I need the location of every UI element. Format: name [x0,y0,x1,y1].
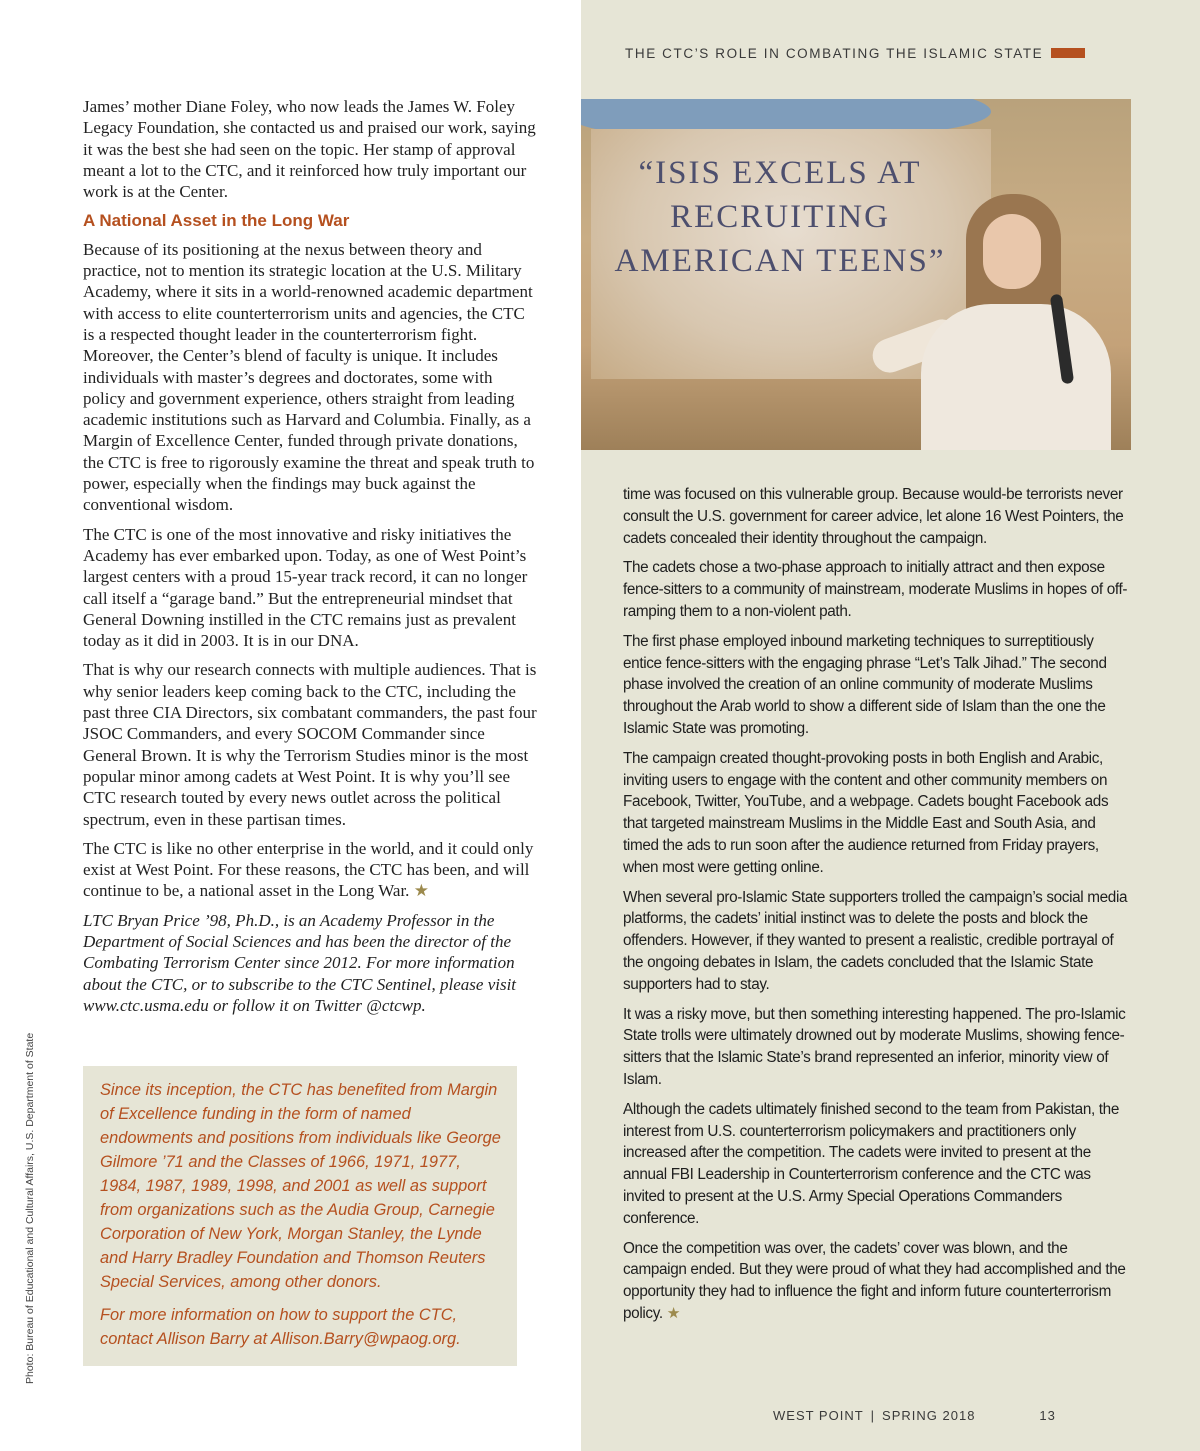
end-star-icon: ★ [413,881,429,901]
footer-issue: SPRING 2018 [882,1408,976,1423]
speaker-photo [581,99,1131,450]
section-header [625,46,1045,66]
author-bio: LTC Bryan Price ’98, Ph.D., is an Academy Professor in the Department of Social Sciences and has been the director of the Combating Terrorism Center since 2012. For more information about the CTC, or to subscribe to the CTC Sentinel, please visit www.ctc.usma.edu or follow it on Twitter @ctcwp. [83,910,517,1015]
page-number: 13 [1039,1408,1056,1423]
photo-slide-text: “ISIS EXCELS AT RECRUITING AMERICAN TEENS” [614,155,946,279]
footer-publication: WEST POINT [773,1408,864,1423]
body-paragraph: The cadets chose a two-phase approach to initially attract and then expose fence-sitters to a community of mainstream, moderate Muslims in hopes of off-ramping them to a non-violent path. [623,559,1128,620]
body-paragraph: time was focused on this vulnerable group. Because would-be terrorists never consult the U.S. government for career advice, let alone 16 West Pointers, the cadets concealed their identity throughout the campaign. [623,486,1124,547]
body-paragraph-final [83,838,538,902]
donor-callout-box [83,1066,517,1366]
section-title: THE CTC’S ROLE IN COMBATING THE ISLAMIC STATE [625,46,1044,61]
final-paragraph-text: The CTC is like no other enterprise in the world, and it could only exist at West Point. For these reasons, the CTC has been, and will continue to be, a national asset in the Long War. [83,838,534,901]
body-paragraph: The first phase employed inbound marketing techniques to surreptitiously entice fence-sitters with the engaging phrase “Let’s Talk Jihad.” The second phase involved the creation of an online community of moderate Muslims throughout the Arab world to show a different side of Islam than the one the Islamic State was promoting. [623,632,1107,737]
body-paragraph: Although the cadets ultimately finished second to the team from Pakistan, the interest from U.S. counterterrorism policymakers and practitioners only increased after the competition. The cadets were invited to present at the annual FBI Leadership in Counterterrorism conference and the CTC was invited to present at the U.S. Army Special Operations Commanders conference. [623,1100,1119,1227]
page-footer [773,1408,1103,1423]
section-heading: A National Asset in the Long War [83,211,350,231]
photo-speaker-face [983,214,1041,289]
body-paragraph-final [623,1238,1128,1325]
body-paragraph: The CTC is one of the most innovative and risky initiatives the Academy has ever embarked upon. Today, as one of West Point’s largest centers with a proud 15-year track record, it can no longer call itself a “garage band.” But the entrepreneurial mindset that General Downing instilled in the CTC remains just as prevalent today as it did in 2003. It is in our DNA. [83,524,528,651]
photo-credit: Photo: Bureau of Educational and Cultural Affairs, U.S. Department of State [24,1032,36,1384]
intro-paragraph: James’ mother Diane Foley, who now leads the James W. Foley Legacy Foundation, she contacted us and praised our work, saying it was the best she had seen on the topic. Her stamp of approval meant a lot to the CTC, and it reinforced how truly important our work is at the Center. [83,97,536,202]
left-column [83,96,538,1024]
body-paragraph: The campaign created thought-provoking posts in both English and Arabic, inviting users to engage with the content and other community members on Facebook, Twitter, YouTube, and a webpage. Cadets bought Facebook ads that targeted mainstream Muslims in the Middle East and South Asia, and timed the ads to run soon after the audience returned from Friday prayers, when most were getting online. [623,749,1109,876]
photo-speaker-body [921,304,1111,450]
body-paragraph: Because of its positioning at the nexus between theory and practice, not to mention its strategic location at the U.S. Military Academy, where it sits in a world-renowned academic department with access to elite counterterrorism units and agencies, the CTC is a respected thought leader in the counterterrorism fight. Moreover, the Center’s blend of faculty is unique. It includes individuals with master’s degrees and doctorates, some with policy and government experience, others straight from leading academic institutions such as Harvard and Columbia. Finally, as a Margin of Excellence Center, funded through private donations, the CTC is free to rigorously examine the threat and speak truth to power, especially when the findings may buck against the conventional wisdom. [83,239,535,515]
body-paragraph: That is why our research connects with multiple audiences. That is why senior leaders keep coming back to the CTC, including the past three CIA Directors, six combatant commanders, the past four JSOC Commanders, and every SOCOM Commander since General Brown. It is why the Terrorism Studies minor is the most popular minor among cadets at West Point. It is why you’ll see CTC research touted by every news outlet across the political spectrum, even in these partisan times. [83,660,537,829]
callout-paragraph: Since its inception, the CTC has benefited from Margin of Excellence funding in the form of named endowments and positions from individuals like George Gilmore ’71 and the Classes of 1966, 1971, 1977, 1984, 1987, 1989, 1998, and 2001 as well as support from organizations such as the Audia Group, Carnegie Corporation of New York, Morgan Stanley, the Lynde and Harry Bradley Foundation and Thomson Reuters Special Services, among other donors. [100,1081,501,1291]
final-paragraph-text: Once the competition was over, the cadets’ cover was blown, and the campaign ended. But they were proud of what they had accomplished and the opportunity they had to influence the fight and inform future counterterrorism policy. [623,1239,1126,1322]
section-accent-bar [1051,48,1085,58]
footer-separator: | [870,1408,876,1423]
body-paragraph: It was a risky move, but then something interesting happened. The pro-Islamic State trolls were ultimately drowned out by moderate Muslims, showing fence-sitters that the Islamic State’s brand represented an inferior, minority view of Islam. [623,1005,1126,1088]
right-column [623,484,1128,1333]
end-star-icon: ★ [666,1304,681,1322]
callout-contact: For more information on how to support the CTC, contact Allison Barry at Allison.Barry@wpaog.org. [100,1306,461,1348]
body-paragraph: When several pro-Islamic State supporters trolled the campaign’s social media platforms, the cadets’ initial instinct was to delete the posts and block the offenders. However, if they wanted to present a realistic, credible portrayal of the ongoing debates in Islam, the cadets concluded that the Islamic State supporters had to stay. [623,888,1128,993]
